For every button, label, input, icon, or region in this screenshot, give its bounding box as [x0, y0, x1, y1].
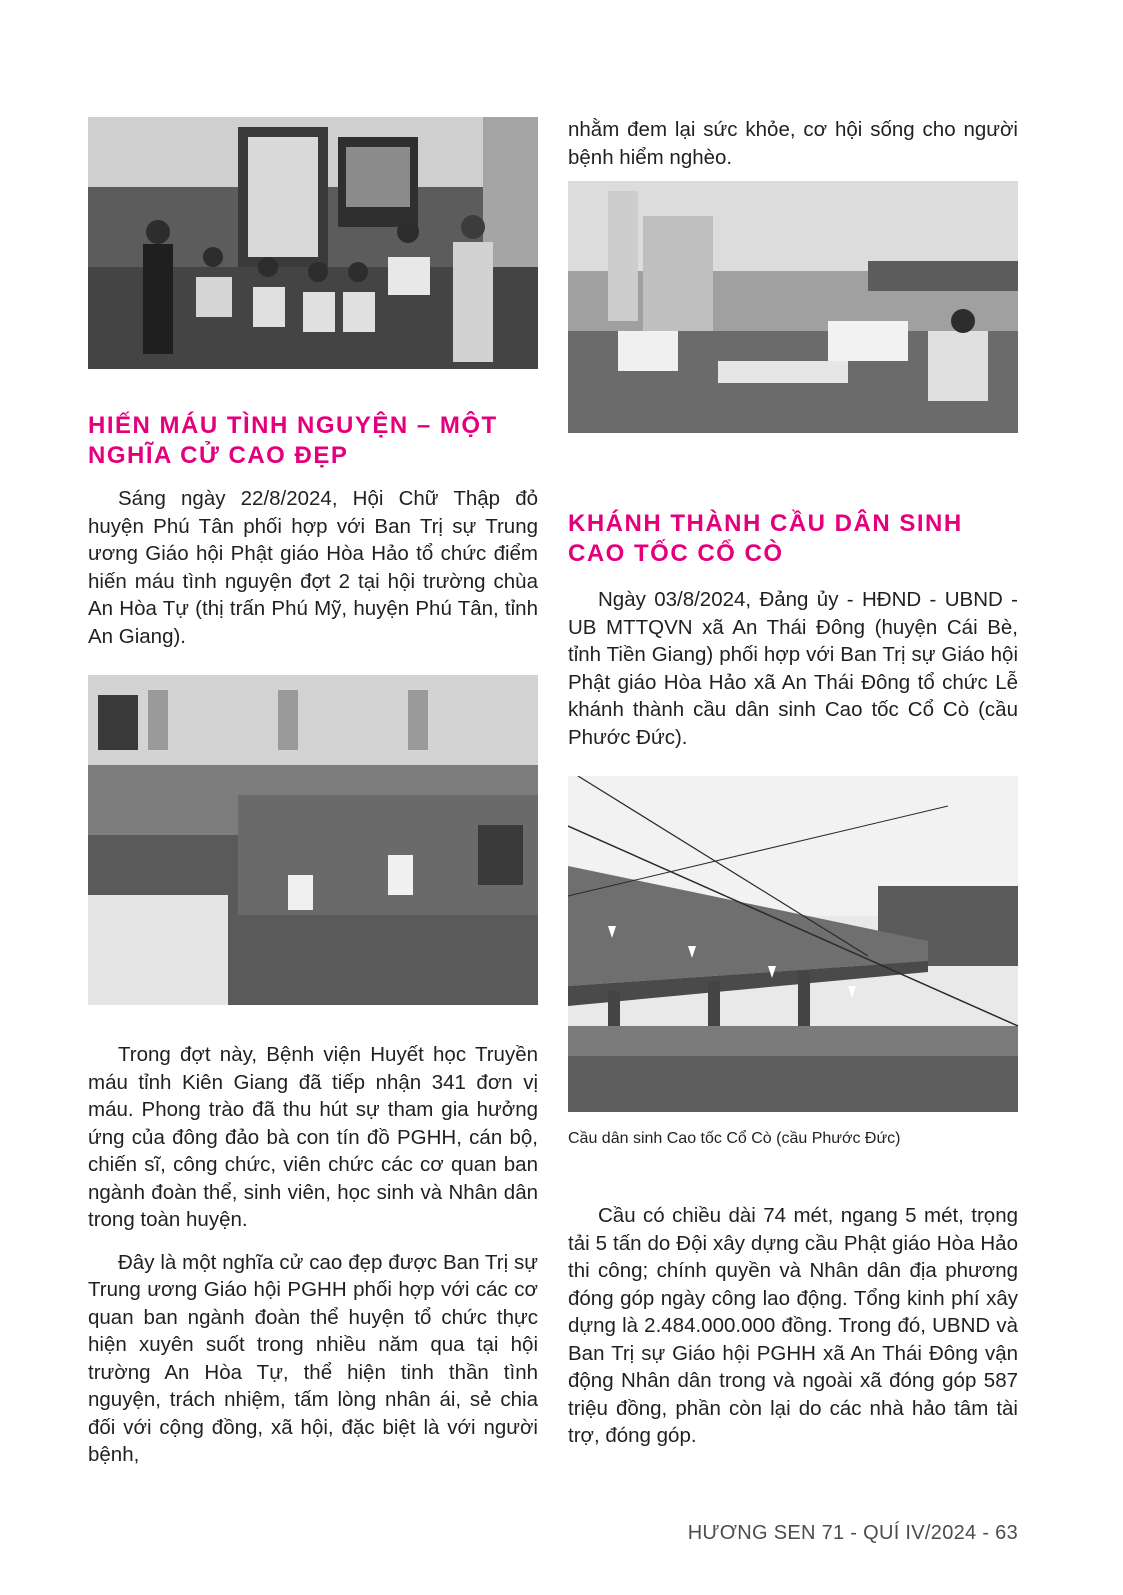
right-column: [568, 116, 1018, 1450]
paragraph-blood-donation-intro: Sáng ngày 22/8/2024, Hội Chữ Thập đỏ huyện Phú Tân phối hợp với Ban Trị sự Trung ương Giáo hội Phật giáo Hòa Hảo tổ chức điểm hiến máu tình nguyện đợt 2 tại hội trường chùa An Hòa Tự (thị trấn Phú Mỹ, huyện Phú Tân, tỉnh An Giang).: [88, 487, 538, 648]
spacer: [88, 1005, 538, 1041]
spacer: [568, 1112, 1018, 1129]
spacer: [88, 369, 538, 411]
left-column: [88, 117, 538, 1469]
spacer: [568, 171, 1018, 181]
photo-gift-ceremony-art: [88, 117, 538, 369]
photo-blood-donation-queue: [88, 675, 538, 1005]
photo-bridge: [568, 776, 1018, 1112]
page-footer: HƯƠNG SEN 71 - QUÍ IV/2024 - 63: [687, 1522, 1018, 1544]
spacer: [568, 751, 1018, 776]
section-heading-blood-donation: HIẾN MÁU TÌNH NGUYỆN – MỘT NGHĨA CỬ CAO ĐẸP: [88, 412, 498, 469]
photo-gift-ceremony: [88, 117, 538, 369]
spacer: [88, 471, 538, 485]
photo-caption-bridge: Cầu dân sinh Cao tốc Cổ Cò (cầu Phước Đức): [568, 1130, 901, 1147]
paragraph-bridge-inauguration-intro: Ngày 03/8/2024, Đảng ủy - HĐND - UBND - UB MTTQVN xã An Thái Đông (huyện Cái Bè, tỉnh Tiền Giang) phối hợp với Ban Trị sự Giáo hội Phật giáo Hòa Hảo xã An Thái Đông tổ chức Lễ khánh thành cầu dân sinh Cao tốc Cổ Cò (cầu Phước Đức).: [568, 588, 1018, 749]
spacer: [568, 433, 1018, 509]
spacer: [568, 569, 1018, 586]
photo-blood-donors-resting: [568, 181, 1018, 433]
section-heading-bridge-inauguration: KHÁNH THÀNH CẦU DÂN SINH CAO TỐC CỔ CÒ: [568, 510, 963, 567]
paragraph-bridge-details: Cầu có chiều dài 74 mét, ngang 5 mét, trọng tải 5 tấn do Đội xây dựng cầu Phật giáo Hòa Hảo thi công; chính quyền và Nhân dân địa phương đóng góp ngày công lao động. Tổng kinh phí xây dựng là 2.484.000.000 đồng. Trong đó, UBND và Ban Trị sự Giáo hội PGHH xã An Thái Đông vận động Nhân dân trong và ngoài xã đóng góp 587 triệu đồng, phần còn lại do các nhà hảo tâm tài trợ, đóng góp.: [568, 1204, 1018, 1447]
photo-bridge-art: [568, 776, 1018, 1112]
spacer: [88, 650, 538, 675]
spacer: [88, 1234, 538, 1249]
paragraph-continuation: nhằm đem lại sức khỏe, cơ hội sống cho người bệnh hiểm nghèo.: [568, 118, 1018, 169]
photo-blood-donors-resting-art: [568, 181, 1018, 433]
spacer: [568, 1149, 1018, 1202]
paragraph-blood-donation-significance: Đây là một nghĩa cử cao đẹp được Ban Trị sự Trung ương Giáo hội PGHH phối hợp với các cơ quan ban ngành đoàn thể huyện tổ chức thực hiện xuyên suốt trong nhiều năm qua tại hội trường An Hòa Tự, thể hiện tinh thần tình nguyện, trách nhiệm, tấm lòng nhân ái, sẻ chia đối với cộng đồng, xã hội, đặc biệt là với người bệnh,: [88, 1250, 538, 1466]
paragraph-blood-donation-results: Trong đợt này, Bệnh viện Huyết học Truyền máu tỉnh Kiên Giang đã tiếp nhận 341 đơn vị máu. Phong trào đã thu hút sự tham gia hưởng ứng của đông đảo bà con tín đồ PGHH, cán bộ, chiến sĩ, công chức, viên chức các cơ quan ban ngành đoàn thể, sinh viên, học sinh và Nhân dân trong toàn huyện.: [88, 1043, 538, 1231]
photo-blood-donation-queue-art: [88, 675, 538, 1005]
